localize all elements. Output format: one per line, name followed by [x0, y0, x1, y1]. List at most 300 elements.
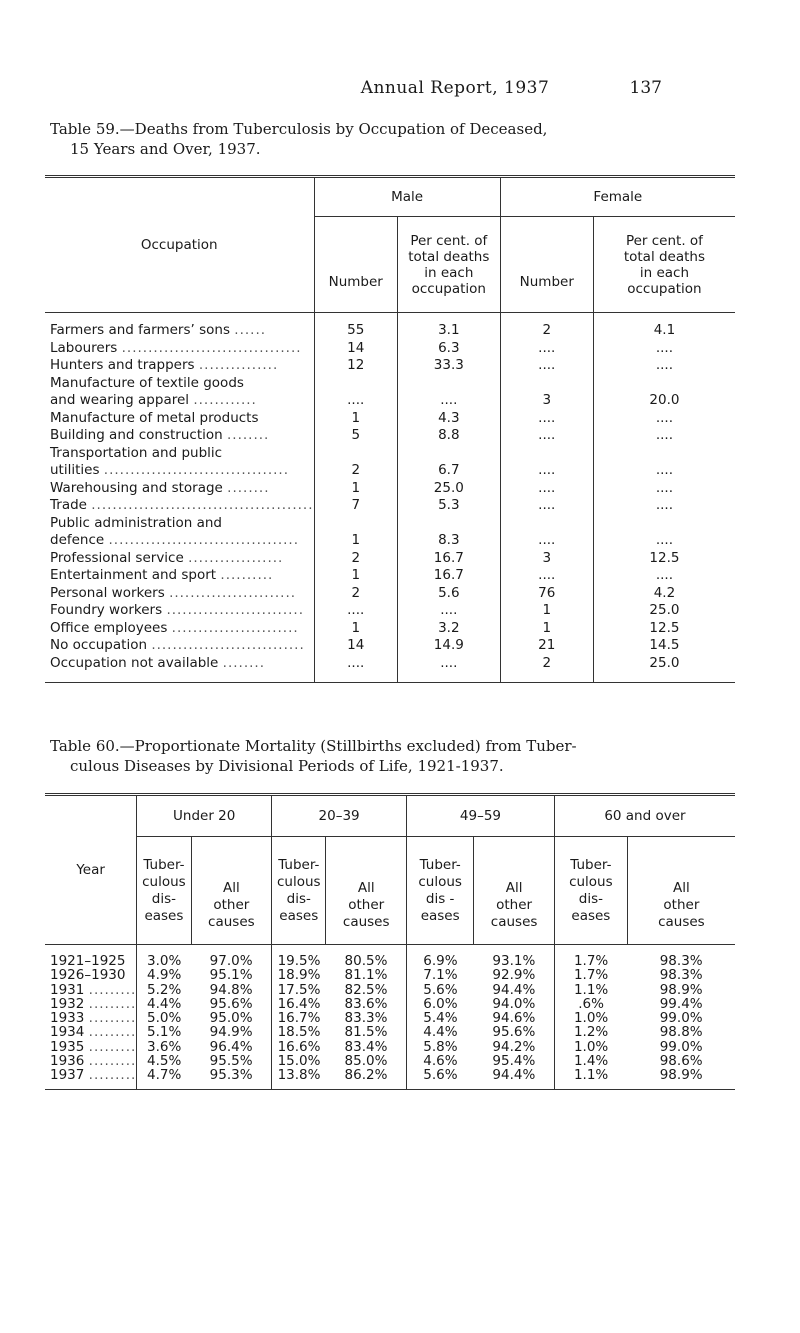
tuberculous-percent-cell: 5.8% — [423, 1038, 458, 1055]
occupation-cell — [45, 497, 314, 515]
other-causes-percent-cell: 86.2% — [326, 1068, 407, 1089]
tuberculous-percent-cell: 16.4% — [277, 995, 321, 1012]
tuberculous-percent-cell: 3.6% — [147, 1038, 182, 1055]
occupation-name: Farmers and farmers’ sons — [50, 322, 230, 338]
table-row — [45, 497, 735, 515]
male-percent-cell: 4.3 — [397, 410, 500, 428]
male-number-cell: 14 — [314, 637, 397, 655]
table-row — [45, 515, 735, 550]
leader-dots: .......... — [220, 567, 274, 583]
female-percent-cell: .... — [655, 532, 674, 548]
occupation-name-line — [50, 427, 314, 445]
tuberculous-percent-cell: 1.1% — [573, 1067, 609, 1084]
table-row — [45, 357, 735, 375]
year-cell — [45, 968, 137, 982]
col-header-all-other-line: All — [505, 880, 523, 896]
female-number-cell: .... — [500, 445, 593, 480]
year-cell — [45, 1068, 137, 1089]
tuberculous-percent-cell: 5.4% — [423, 1010, 458, 1027]
col-header-tuberculous-line: culous — [418, 873, 462, 890]
leader-dots: ............................. — [151, 637, 305, 653]
other-causes-percent-cell: 82.5% — [326, 983, 407, 997]
other-causes-percent-cell: 92.9% — [474, 968, 555, 982]
female-percent-cell: .... — [655, 462, 674, 478]
other-causes-percent-cell: 94.8% — [191, 983, 272, 997]
leader-dots: .................. — [188, 549, 284, 566]
col-header-tuberculous-line: dis- — [286, 890, 311, 907]
tuberculous-percent-cell: 4.7% — [147, 1067, 182, 1084]
group-header-under-20: Under 20 — [137, 795, 272, 837]
table-row — [45, 480, 735, 498]
female-number-cell: 21 — [500, 637, 593, 655]
other-causes-percent-cell: 98.3% — [659, 953, 703, 969]
other-causes-percent-cell: 93.1% — [474, 945, 555, 969]
occupation-name: Foundry workers — [50, 602, 163, 618]
table-row — [45, 620, 735, 638]
table-row — [45, 427, 735, 445]
female-number-cell: 1 — [500, 620, 593, 638]
leader-dots: ............ — [193, 392, 257, 408]
leader-dots: ........ — [227, 479, 270, 496]
female-percent-cell: 25.0 — [649, 602, 680, 618]
occupation-cell — [45, 445, 314, 480]
occupation-name: Labourers — [50, 339, 118, 356]
occupation-name: utilities — [50, 462, 100, 478]
leader-dots: ......... — [88, 1024, 137, 1041]
tuberculous-percent-cell: 6.9% — [423, 953, 458, 969]
occupation-name-line — [50, 637, 314, 655]
col-header-tuberculous-line: Tuber- — [143, 856, 185, 873]
col-header-all-other-line: other — [663, 897, 700, 913]
col-header-tuberculous-line: dis- — [578, 890, 603, 907]
occupation-name-line — [50, 480, 314, 498]
year-label: 1933 — [50, 1010, 85, 1027]
col-header-all-other-causes — [627, 837, 735, 945]
female-percent-cell: 25.0 — [649, 654, 680, 671]
table-60-title-line2: culous Diseases by Divisional Periods of Life, 1921-1937. — [70, 757, 504, 775]
group-header-60-and-over: 60 and over — [604, 807, 686, 824]
male-number-cell: 1 — [314, 410, 397, 428]
leader-dots: ................................... — [103, 462, 289, 478]
tuberculous-percent-cell: 13.8% — [277, 1067, 321, 1084]
male-percent-cell: 8.3 — [397, 515, 500, 550]
col-header-tuberculous-line: Tuber- — [419, 856, 461, 873]
col-header-all-other-line: other — [496, 897, 533, 913]
male-percent-cell: 3.1 — [397, 313, 500, 340]
occupation-cell — [45, 620, 314, 638]
table-row — [45, 1054, 735, 1068]
occupation-name: No occupation — [50, 637, 148, 653]
tuberculous-percent-cell: 1.0% — [573, 1010, 609, 1027]
male-number-cell: 1 — [314, 567, 397, 585]
table-row — [45, 375, 735, 410]
tuberculous-percent-cell: 5.2% — [147, 981, 182, 998]
table-59-body — [45, 313, 735, 683]
male-percent-cell: .... — [397, 655, 500, 683]
male-percent-cell: 33.3 — [397, 357, 500, 375]
col-header-all-other-line: All — [222, 880, 240, 896]
male-percent-cell: 16.7 — [397, 550, 500, 568]
female-percent-cell: .... — [655, 479, 674, 496]
col-header-all-other-line: All — [357, 880, 375, 896]
table-row — [45, 968, 735, 982]
other-causes-percent-cell: 94.0% — [474, 997, 555, 1011]
table-row — [45, 410, 735, 428]
occupation-cell — [45, 550, 314, 568]
col-header-all-other-line: causes — [342, 914, 390, 930]
occupation-cell — [45, 427, 314, 445]
col-header-all-other-causes — [191, 837, 272, 945]
col-header-male-percent-line3: in each — [424, 264, 474, 281]
tuberculous-percent-cell: 5.1% — [147, 1024, 182, 1041]
occupation-name-line: Manufacture of metal products — [50, 409, 259, 426]
occupation-name-line — [50, 357, 314, 375]
male-number-cell: 2 — [314, 585, 397, 603]
table-row — [45, 637, 735, 655]
other-causes-percent-cell: 98.9% — [659, 1067, 703, 1084]
tuberculous-percent-cell: 1.7% — [573, 953, 609, 969]
other-causes-percent-cell: 96.4% — [191, 1040, 272, 1054]
col-header-tuberculous-line: culous — [569, 873, 613, 890]
other-causes-percent-cell: 95.6% — [474, 1025, 555, 1039]
col-header-tuberculous-line: culous — [276, 873, 321, 890]
other-causes-percent-cell: 98.3% — [659, 967, 703, 984]
female-percent-cell: 12.5 — [649, 549, 680, 566]
occupation-cell — [45, 410, 314, 428]
other-causes-percent-cell: 94.2% — [474, 1040, 555, 1054]
leader-dots: .................................. — [121, 339, 302, 356]
col-header-all-other-line: causes — [490, 914, 538, 930]
male-number-cell: 7 — [314, 497, 397, 515]
year-cell — [45, 997, 137, 1011]
other-causes-percent-cell: 95.0% — [191, 1011, 272, 1025]
tuberculous-percent-cell: 16.7% — [277, 1010, 321, 1027]
col-header-all-other-line: causes — [658, 914, 705, 930]
female-percent-cell: .... — [655, 409, 674, 426]
year-cell — [45, 1040, 137, 1054]
tuberculous-percent-cell: 16.6% — [277, 1038, 321, 1055]
occupation-cell — [45, 515, 314, 550]
other-causes-percent-cell: 99.4% — [659, 995, 703, 1012]
leader-dots: .......................... — [166, 602, 305, 618]
occupation-name-line: Manufacture of textile goods — [50, 374, 244, 391]
table-row — [45, 550, 735, 568]
other-causes-percent-cell: 85.0% — [326, 1054, 407, 1068]
female-percent-cell: 14.5 — [649, 637, 680, 653]
other-causes-percent-cell: 81.5% — [326, 1025, 407, 1039]
tuberculous-percent-cell: 4.9% — [147, 967, 182, 984]
group-header-49-59: 49–59 — [407, 795, 555, 837]
tuberculous-percent-cell: 1.1% — [573, 981, 609, 998]
leader-dots: ...... — [234, 322, 267, 338]
group-header-male: Male — [314, 177, 500, 217]
male-number-cell: .... — [314, 375, 397, 410]
table-60-body — [45, 945, 735, 1090]
table-60-title-line1: Table 60.—Proportionate Mortality (Stillbirths excluded) from Tuber- — [50, 737, 577, 755]
occupation-cell — [45, 480, 314, 498]
tuberculous-percent-cell: 7.1% — [423, 967, 458, 984]
female-percent-cell: .... — [655, 497, 674, 513]
table-row — [45, 567, 735, 585]
leader-dots: ........ — [222, 654, 265, 671]
occupation-cell — [45, 655, 314, 683]
table-59 — [45, 175, 735, 683]
occupation-name-line — [50, 655, 314, 673]
occupation-name: Occupation not available — [50, 654, 219, 671]
female-percent-cell: 20.0 — [649, 392, 680, 408]
female-percent-cell: .... — [655, 357, 674, 373]
col-header-female-percent-line2: total deaths — [623, 248, 706, 265]
year-cell — [45, 983, 137, 997]
other-causes-percent-cell: 99.0% — [659, 1010, 703, 1027]
female-percent-cell: .... — [655, 567, 674, 583]
year-label: 1931 — [50, 981, 85, 998]
occupation-cell — [45, 637, 314, 655]
leader-dots: .......................................... — [91, 497, 314, 513]
tuberculous-percent-cell: 18.9% — [277, 967, 321, 984]
tuberculous-percent-cell: 1.0% — [573, 1038, 609, 1055]
other-causes-percent-cell: 83.4% — [326, 1040, 407, 1054]
col-header-female-percent — [593, 217, 735, 313]
other-causes-percent-cell: 83.3% — [326, 1011, 407, 1025]
col-header-all-other-line: All — [673, 880, 690, 896]
col-header-tuberculous-line: eases — [420, 907, 460, 924]
other-causes-percent-cell: 99.0% — [659, 1038, 703, 1055]
male-number-cell: 1 — [314, 480, 397, 498]
male-number-cell: 14 — [314, 340, 397, 358]
male-number-cell: .... — [314, 602, 397, 620]
occupation-cell — [45, 357, 314, 375]
table-row — [45, 585, 735, 603]
other-causes-percent-cell: 83.6% — [326, 997, 407, 1011]
col-header-tuberculous-line: eases — [144, 907, 184, 924]
occupation-cell — [45, 313, 314, 340]
running-title: Annual Report, 1937 — [360, 78, 550, 98]
table-59-title — [50, 119, 740, 159]
other-causes-percent-cell: 98.8% — [659, 1024, 703, 1041]
occupation-name-line — [50, 550, 314, 568]
year-label: 1932 — [50, 995, 85, 1012]
col-header-male-percent-line4: occupation — [411, 280, 486, 297]
col-header-all-other-line: causes — [208, 914, 255, 930]
occupation-name-line: Public administration and — [50, 514, 222, 531]
occupation-cell — [45, 602, 314, 620]
occupation-cell — [45, 585, 314, 603]
female-number-cell: .... — [500, 357, 593, 375]
female-percent-cell: 12.5 — [649, 619, 680, 636]
female-number-cell: 2 — [500, 655, 593, 683]
occupation-name-line — [50, 392, 314, 410]
col-header-female-number: Number — [500, 217, 593, 313]
col-header-male-percent-line2: total deaths — [408, 248, 490, 265]
leader-dots: ........................ — [171, 619, 299, 636]
occupation-name: Entertainment and sport — [50, 567, 217, 583]
occupation-name-line — [50, 532, 314, 550]
other-causes-percent-cell: 95.3% — [191, 1068, 272, 1089]
leader-dots: ......... — [88, 1038, 137, 1055]
tuberculous-percent-cell: 1.2% — [573, 1024, 609, 1041]
col-header-year: Year — [45, 795, 137, 945]
female-percent-cell: 4.1 — [653, 322, 676, 338]
occupation-cell — [45, 375, 314, 410]
male-percent-cell: 16.7 — [397, 567, 500, 585]
table-row — [45, 1068, 735, 1089]
year-label: 1926–1930 — [50, 967, 126, 984]
tuberculous-percent-cell: 18.5% — [277, 1024, 321, 1041]
occupation-name: defence — [50, 532, 105, 548]
male-number-cell: 12 — [314, 357, 397, 375]
table-row — [45, 445, 735, 480]
occupation-name: Building and construction — [50, 427, 223, 443]
year-label: 1921–1925 — [50, 953, 126, 969]
other-causes-percent-cell: 94.4% — [474, 983, 555, 997]
male-number-cell: 2 — [314, 445, 397, 480]
year-cell — [45, 1054, 137, 1068]
tuberculous-percent-cell: 5.6% — [423, 1067, 458, 1084]
year-cell — [45, 1011, 137, 1025]
male-number-cell: 1 — [314, 515, 397, 550]
female-percent-cell: 4.2 — [653, 584, 676, 601]
female-percent-cell: .... — [655, 427, 674, 443]
male-number-cell: 5 — [314, 427, 397, 445]
tuberculous-percent-cell: 4.4% — [147, 995, 182, 1012]
col-header-all-other-causes — [326, 837, 407, 945]
occupation-name-line — [50, 340, 314, 358]
occupation-name-line — [50, 567, 314, 585]
male-number-cell: 1 — [314, 620, 397, 638]
col-header-tuberculous-line: dis - — [425, 890, 455, 907]
occupation-name: and wearing apparel — [50, 392, 190, 408]
col-header-female-percent-line1: Per cent. of — [625, 232, 703, 249]
female-number-cell: 3 — [500, 550, 593, 568]
table-row — [45, 340, 735, 358]
year-cell — [45, 1025, 137, 1039]
year-cell — [45, 945, 137, 969]
tuberculous-percent-cell: 19.5% — [277, 953, 321, 969]
male-percent-cell: .... — [397, 602, 500, 620]
male-percent-cell: 25.0 — [397, 480, 500, 498]
leader-dots: ......... — [88, 981, 137, 998]
female-number-cell: .... — [500, 427, 593, 445]
male-percent-cell: 6.7 — [397, 445, 500, 480]
table-row — [45, 997, 735, 1011]
occupation-name-line — [50, 602, 314, 620]
male-percent-cell: 5.6 — [397, 585, 500, 603]
tuberculous-percent-cell: 15.0% — [277, 1053, 321, 1070]
col-header-tuberculous-diseases — [554, 837, 627, 945]
year-label: 1936 — [50, 1053, 85, 1070]
col-header-all-other-line: other — [348, 897, 385, 913]
table-row — [45, 602, 735, 620]
year-label: 1935 — [50, 1038, 85, 1055]
female-number-cell: .... — [500, 340, 593, 358]
other-causes-percent-cell: 81.1% — [326, 968, 407, 982]
female-number-cell: 76 — [500, 585, 593, 603]
table-row — [45, 983, 735, 997]
occupation-name: Hunters and trappers — [50, 357, 195, 373]
other-causes-percent-cell: 95.1% — [191, 968, 272, 982]
col-header-tuberculous-diseases — [272, 837, 326, 945]
col-header-female-percent-line3: in each — [639, 264, 690, 281]
tuberculous-percent-cell: 3.0% — [147, 953, 182, 969]
occupation-name-line — [50, 620, 314, 638]
female-number-cell: .... — [500, 497, 593, 515]
tuberculous-percent-cell: 4.6% — [423, 1053, 458, 1070]
female-number-cell: .... — [500, 515, 593, 550]
page-number: 137 — [629, 78, 662, 98]
table-60-title — [50, 736, 740, 776]
col-header-all-other-causes — [474, 837, 555, 945]
leader-dots: ......... — [88, 1053, 137, 1070]
tuberculous-percent-cell: 1.4% — [573, 1053, 609, 1070]
male-percent-cell: 6.3 — [397, 340, 500, 358]
occupation-name: Office employees — [50, 619, 168, 636]
col-header-tuberculous-line: eases — [571, 907, 611, 924]
male-number-cell: .... — [314, 655, 397, 683]
leader-dots: ........................ — [169, 584, 297, 601]
occupation-name-line: Transportation and public — [50, 444, 223, 461]
col-header-tuberculous-line: Tuber- — [278, 856, 320, 873]
table-60 — [45, 793, 735, 1090]
male-percent-cell: 14.9 — [397, 637, 500, 655]
male-percent-cell: .... — [397, 375, 500, 410]
col-header-male-percent-line1: Per cent. of — [410, 232, 488, 249]
col-header-tuberculous-diseases — [137, 837, 191, 945]
female-percent-cell: .... — [655, 339, 674, 356]
other-causes-percent-cell: 94.9% — [191, 1025, 272, 1039]
year-label: 1934 — [50, 1024, 85, 1041]
table-row — [45, 945, 735, 969]
female-number-cell: .... — [500, 410, 593, 428]
col-header-tuberculous-line: Tuber- — [570, 856, 612, 873]
tuberculous-percent-cell: 17.5% — [277, 981, 321, 998]
occupation-name-line — [50, 322, 314, 340]
other-causes-percent-cell: 95.5% — [191, 1054, 272, 1068]
group-header-female: Female — [593, 189, 643, 205]
col-header-male-number: Number — [314, 217, 397, 313]
other-causes-percent-cell: 98.6% — [659, 1053, 703, 1070]
female-number-cell: .... — [500, 567, 593, 585]
occupation-cell — [45, 567, 314, 585]
leader-dots: .................................... — [108, 532, 300, 548]
male-percent-cell: 3.2 — [397, 620, 500, 638]
female-number-cell: .... — [500, 480, 593, 498]
male-percent-cell: 8.8 — [397, 427, 500, 445]
table-row — [45, 313, 735, 340]
tuberculous-percent-cell: 1.7% — [573, 967, 609, 984]
other-causes-percent-cell: 95.4% — [474, 1054, 555, 1068]
table-59-title-line2: 15 Years and Over, 1937. — [70, 140, 261, 158]
col-header-tuberculous-diseases — [407, 837, 474, 945]
occupation-name-line — [50, 585, 314, 603]
other-causes-percent-cell: 94.4% — [474, 1068, 555, 1089]
occupation-name: Trade — [50, 497, 87, 513]
tuberculous-percent-cell: 5.0% — [147, 1010, 182, 1027]
occupation-name: Warehousing and storage — [50, 479, 223, 496]
leader-dots: ......... — [88, 995, 137, 1012]
col-header-tuberculous-line: culous — [142, 873, 186, 890]
occupation-name-line — [50, 497, 314, 515]
occupation-name: Professional service — [50, 549, 184, 566]
leader-dots: ............... — [198, 357, 279, 373]
male-number-cell: 2 — [314, 550, 397, 568]
female-number-cell: 3 — [500, 375, 593, 410]
other-causes-percent-cell: 94.6% — [474, 1011, 555, 1025]
other-causes-percent-cell: 95.6% — [191, 997, 272, 1011]
tuberculous-percent-cell: 4.4% — [423, 1024, 458, 1041]
year-label: 1937 — [50, 1067, 85, 1084]
table-row — [45, 655, 735, 683]
